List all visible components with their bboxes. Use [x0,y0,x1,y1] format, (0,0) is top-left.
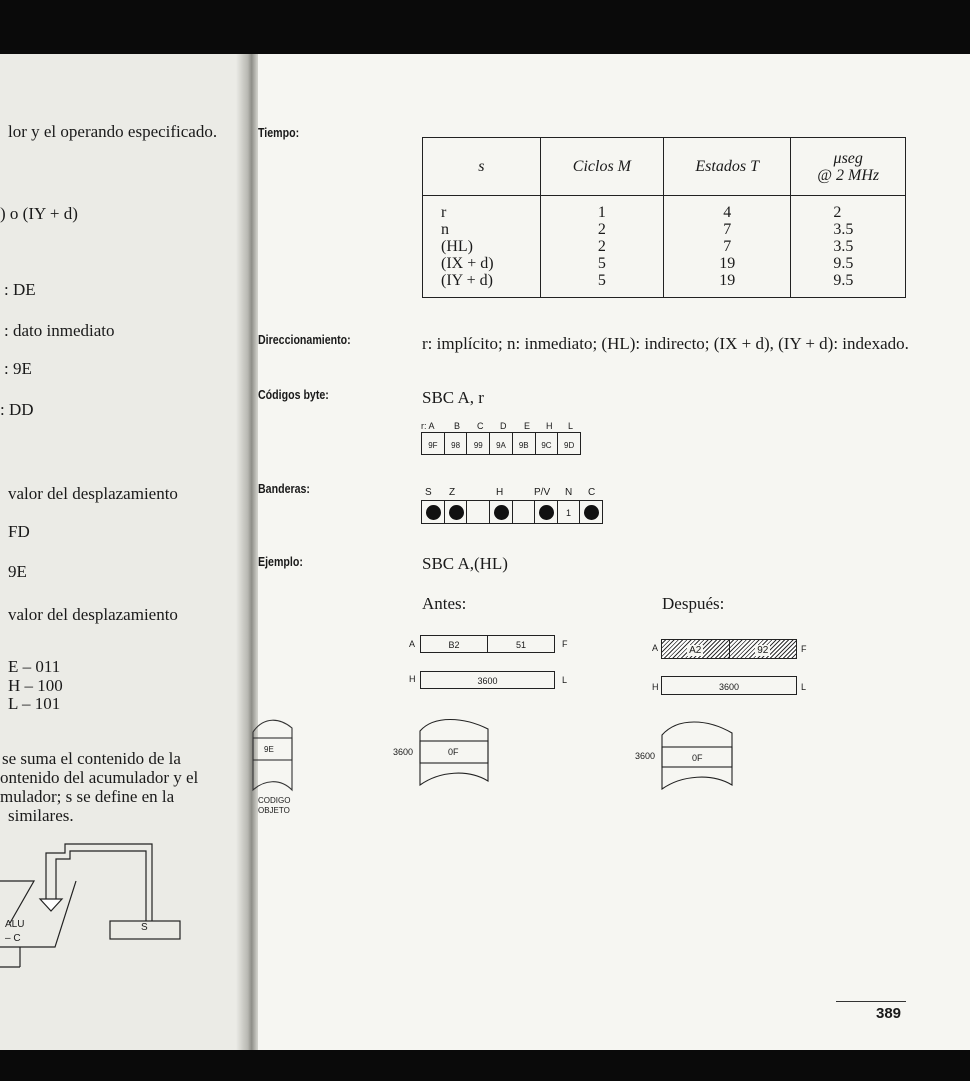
flag-cell-z [445,501,468,523]
byte-code-cell [536,433,559,454]
flag-set-dot [426,505,441,520]
objeto-label: OBJETO [258,806,290,815]
byte-label: D [500,421,507,431]
text-line: valor del desplazamiento [8,605,178,624]
table-header-row [423,138,906,196]
byte-label: C [477,421,484,431]
col-s [423,196,541,298]
text-line: : DE [4,280,36,299]
text-line: se suma el contenido de la [2,749,181,768]
text-line: mulador; s se define en la [0,787,175,806]
after-af-register [661,639,797,659]
text-line: FD [8,522,30,541]
table-cell: r [441,204,447,221]
flag-cell-pv [535,501,558,523]
table-body-row [423,196,906,298]
byte-code-text: 98 [451,441,461,450]
table-cell: (IY + d) [441,272,493,289]
flags-register [421,500,603,524]
byte-code-cell [467,433,490,454]
flag-cell-h [490,501,513,523]
alu-label: ALU [5,919,25,930]
byte-code-text: 9F [428,441,438,450]
flag-label-h: H [496,487,504,498]
table-cell: 19 [719,272,736,289]
codigo-objeto-scroll [250,714,300,798]
byte-code-text: 9D [564,441,575,450]
reg-h-label: H [409,674,416,684]
right-page [258,54,970,1050]
reg-h-label: H [652,682,659,692]
text-line: lor y el operando especificado. [8,122,218,141]
byte-label: L [568,421,574,431]
flag-cell-c [580,501,602,523]
text-line: 9E [8,562,27,581]
byte-label: B [454,421,461,431]
byte-code-cell [490,433,513,454]
label-direccionamiento: Direccionamiento: [258,333,351,347]
text-line: H – 100 [8,676,63,695]
reg-l-label: L [562,675,568,685]
after-label: Después: [662,594,725,613]
sbc-r-title: SBC A, r [422,388,484,407]
table-cell: (HL) [441,238,473,255]
byte-code-text: 9A [496,441,506,450]
table-cell: (IX + d) [441,255,494,272]
memory-address-after: 3600 [635,751,656,761]
table-cell: n [441,221,449,238]
flag-set-dot [494,505,509,520]
page-number-rule [836,1001,906,1002]
flag-cell-unused [513,501,536,523]
memory-address-before: 3600 [393,747,414,757]
label-tiempo: Tiempo: [258,126,300,140]
addressing-text: r: implícito; n: inmediato; (HL): indirecto; (IX + d), (IY + d): indexado. [422,334,909,353]
codigo-objeto-cell: 9E [264,745,274,754]
memory-value-after: 0F [692,753,703,763]
byte-label: H [546,421,553,431]
table-cell: 2 [597,221,606,238]
memory-value-before: 0F [448,747,459,757]
flag-set-dot [584,505,599,520]
text-line: : 9E [4,359,32,378]
flag-cell-unused [467,501,490,523]
col-ciclos [540,196,663,298]
flag-label-n: N [565,487,573,498]
example-title: SBC A,(HL) [422,554,508,573]
before-f-value: 51 [515,640,526,650]
label-ejemplo: Ejemplo: [258,555,303,569]
flag-set-dot [539,505,554,520]
s-box-label: S [141,922,148,933]
after-f-cell [730,640,797,658]
flag-label-z: Z [449,487,456,498]
table-cell: 3.5 [833,221,854,238]
label-codigos-byte: Códigos byte: [258,388,329,402]
alu-diagram [0,839,244,979]
after-a-value: A2 [689,645,702,656]
before-hl-register [420,671,555,689]
flag-cell-s [422,501,445,523]
text-line: similares. [8,806,74,825]
text-line: : DD [0,400,34,419]
label-banderas: Banderas: [258,482,310,496]
table-cell: 2 [597,238,606,255]
before-hl-value: 3600 [477,676,498,686]
text-line: : dato inmediato [4,321,115,340]
text-line: valor del desplazamiento [8,484,178,503]
before-a-cell [421,636,488,652]
reg-f-label: F [562,639,568,649]
table-cell: 7 [723,238,732,255]
byte-code-text: 99 [473,441,483,450]
table-cell: 9.5 [833,272,854,289]
alu-op-label: – C [5,933,21,944]
reg-l-label: L [801,682,807,692]
table-cell: 5 [597,272,606,289]
before-f-cell [488,636,554,652]
flag-cell-n [558,501,581,523]
byte-code-cell [513,433,536,454]
flag-label-pv: P/V [534,487,551,498]
table-cell: 9.5 [833,255,854,272]
col-useg [791,196,906,298]
after-hl-value: 3600 [718,682,740,692]
col-estados [663,196,790,298]
timing-table [422,137,906,298]
left-page [0,54,244,1050]
byte-code-cell [445,433,468,454]
table-cell: 7 [723,221,732,238]
table-cell: 3.5 [833,238,854,255]
byte-code-text: 9C [541,441,552,450]
after-f-value: 92 [757,645,769,656]
before-af-register [420,635,555,653]
text-line: ) o (IY + d) [0,204,78,223]
table-cell: 19 [719,255,736,272]
byte-code-cell [558,433,580,454]
flag-label-c: C [588,487,596,498]
flag-n-value: 1 [566,508,572,518]
after-hl-register [661,676,797,695]
text-line: L – 101 [8,694,61,713]
byte-code-text: 9B [518,441,529,450]
table-cell: 2 [833,204,842,221]
byte-label: r: A [421,421,435,431]
reg-a-label: A [652,643,659,653]
header-estados: Estados T [663,138,790,196]
reg-a-label: A [409,639,416,649]
header-useg-line1: μseg [833,149,863,167]
text-line: ontenido del acumulador y el [0,768,199,787]
byte-code-cell [422,433,445,454]
header-ciclos: Ciclos M [540,138,663,196]
header-useg [791,138,906,196]
byte-code-row [421,432,581,455]
byte-label: E [524,421,531,431]
text-line: E – 011 [8,657,61,676]
reg-f-label: F [801,644,807,654]
flag-label-s: S [425,487,432,498]
page-number: 389 [876,1005,902,1022]
after-a-cell [662,640,730,658]
header-s: s [423,138,541,196]
before-a-value: B2 [448,640,460,650]
table-cell: 1 [597,204,606,221]
table-cell: 5 [597,255,606,272]
header-useg-line2: @ 2 MHz [817,166,880,184]
flag-set-dot [449,505,464,520]
table-cell: 4 [723,204,732,221]
before-label: Antes: [422,594,467,613]
codigo-label: CODIGO [258,796,291,805]
